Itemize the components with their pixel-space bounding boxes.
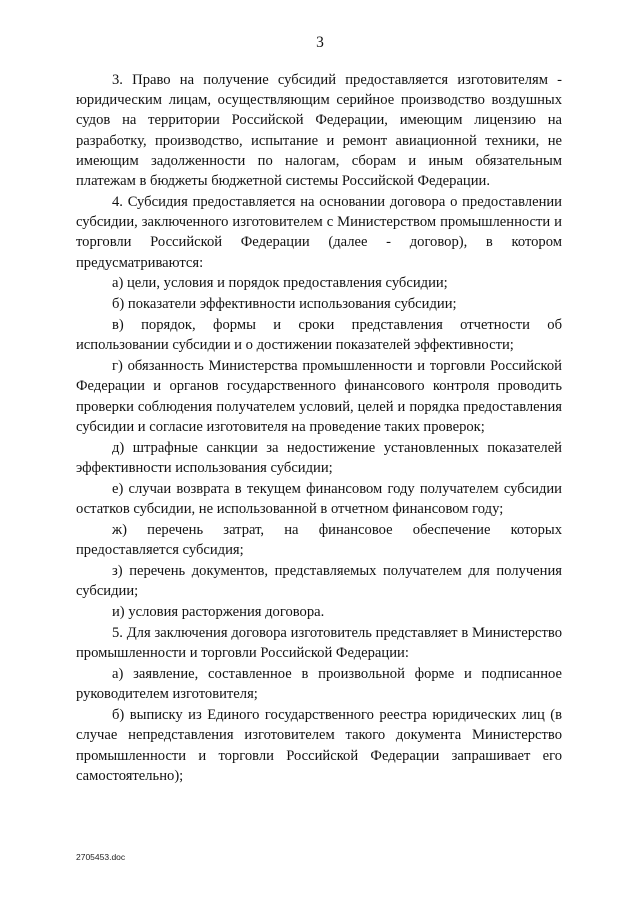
subitem-5a: а) заявление, составленное в произвольной форме и подписанное руководителем изготовителя; xyxy=(76,666,562,703)
subitem-5b: б) выписку из Единого государственного реестра юридических лиц (в случае непредставления изготовителем такого документа Министерство промышленности и торговли Российской Федерации запрашивает его самостоятельно); xyxy=(76,707,562,784)
subitem-a: а) цели, условия и порядок предоставления субсидии; xyxy=(112,275,448,292)
paragraph-item-4: 4. Субсидия предоставляется на основании договора о предоставлении субсидии, заключенного изготовителем с Министерством промышленности и торговли Российской Федерации (далее - договор), в котором предусматриваются: xyxy=(76,193,562,271)
subitem-b: б) показатели эффективности использования субсидии; xyxy=(112,296,457,313)
paragraph-item-5: 5. Для заключения договора изготовитель представляет в Министерство промышленности и торговли Российской Федерации: xyxy=(76,625,562,662)
file-name-footer: 2705453.doc xyxy=(76,852,126,862)
subitem-z: з) перечень документов, представляемых получателем для получения субсидии; xyxy=(76,563,562,600)
page-number: 3 xyxy=(316,34,324,51)
subitem-g: г) обязанность Министерства промышленности и торговли Российской Федерации и органов государственного финансового контроля проводить проверки соблюдения получателем условий, целей и порядка предоставления субсидии и согласие изготовителя на проведение таких проверок; xyxy=(76,358,562,435)
subitem-zh: ж) перечень затрат, на финансовое обеспечение которых предоставляется субсидия; xyxy=(76,521,562,559)
subitem-v: в) порядок, формы и сроки представления отчетности об использовании субсидии и о достижении показателей эффективности; xyxy=(76,317,562,354)
subitem-e: е) случаи возврата в текущем финансовом году получателем субсидии остатков субсидии, не использованной в отчетном финансовом году; xyxy=(76,480,562,518)
subitem-i: и) условия расторжения договора. xyxy=(112,604,325,621)
paragraph-item-3: 3. Право на получение субсидий предоставляется изготовителям - юридическим лицам, осуществляющим серийное производство воздушных судов на территории Российской Федерации, имеющим лицензию на разработку, производство, испытание и ремонт авиационной техники, не имеющим задолженности по налогам, сборам и иным обязательным платежам в бюджеты бюджетной системы Российской Федерации. xyxy=(76,72,562,190)
document-body xyxy=(76,70,562,787)
subitem-d: д) штрафные санкции за недостижение установленных показателей эффективности использования субсидии; xyxy=(76,439,562,476)
